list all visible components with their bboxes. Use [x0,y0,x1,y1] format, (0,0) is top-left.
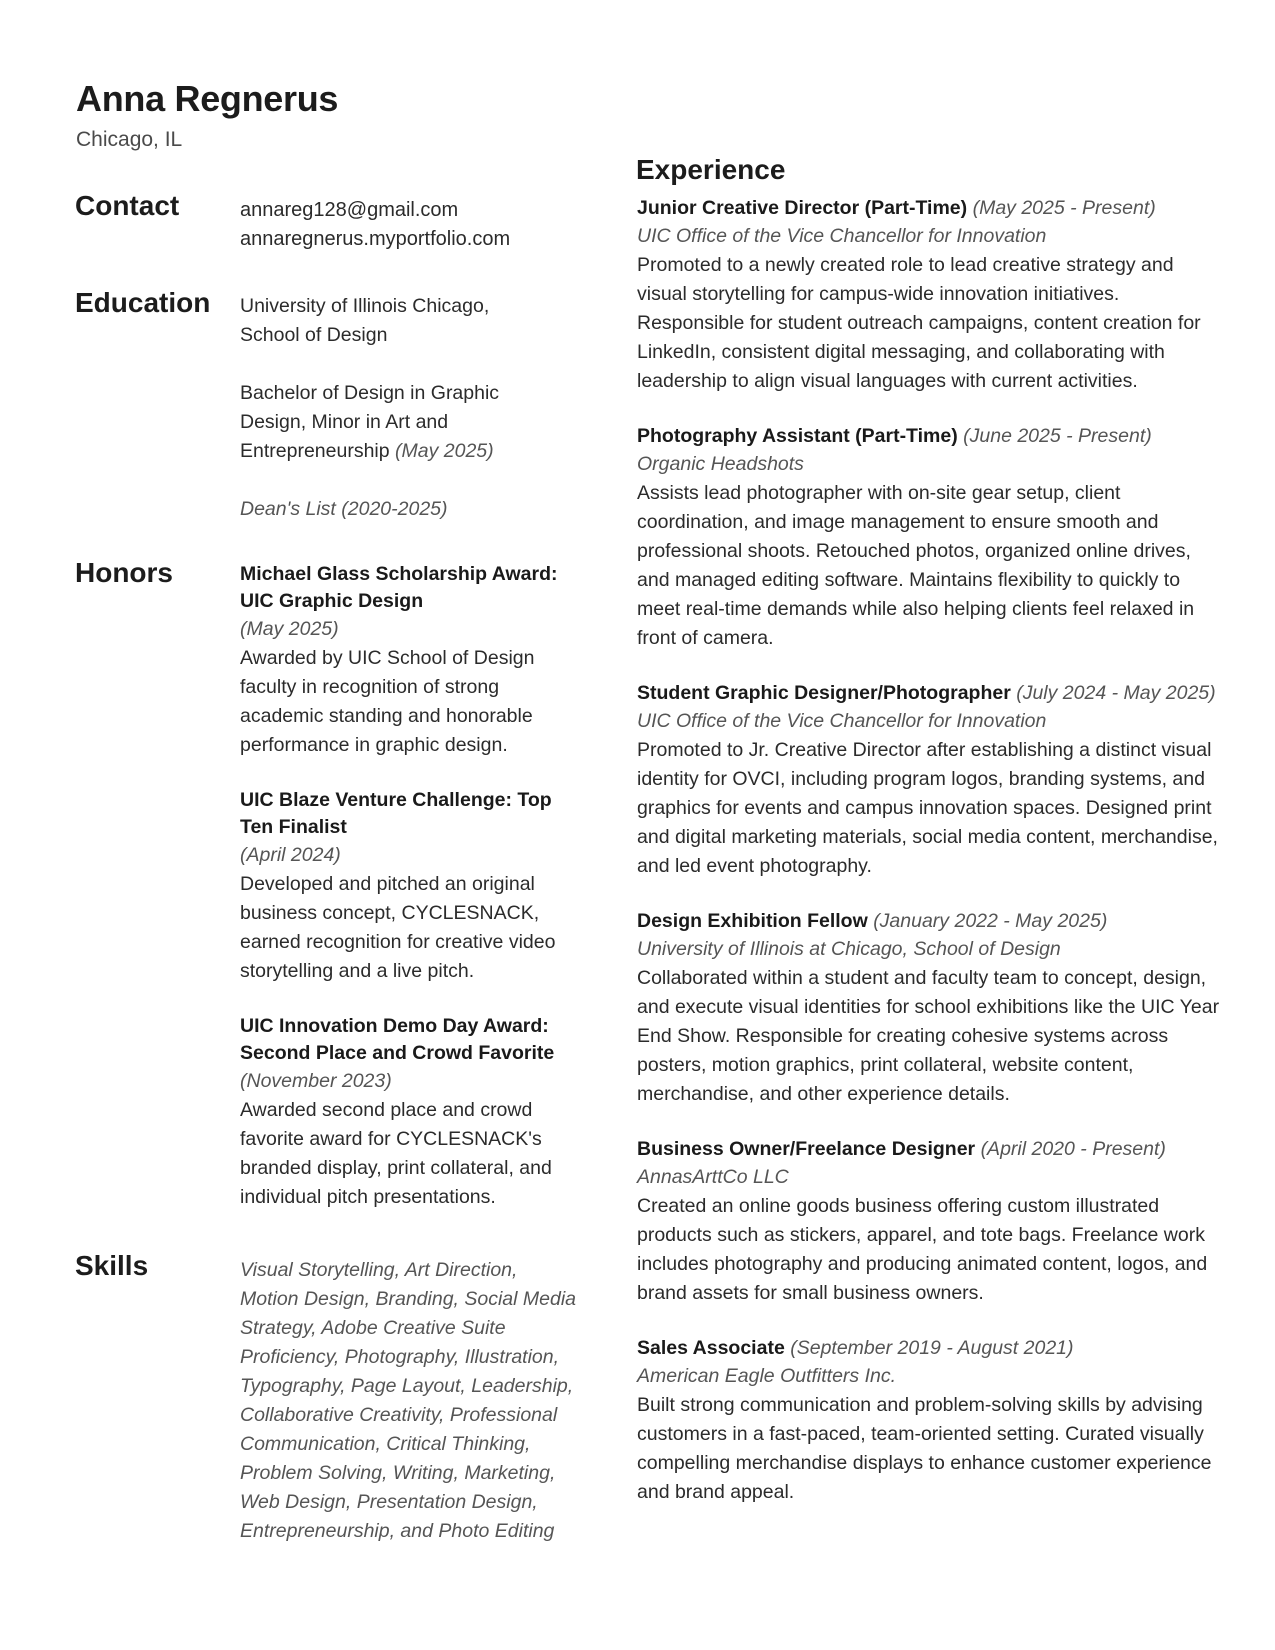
honor-title: UIC Blaze Venture Challenge: Top Ten Finalist [240,789,552,838]
job-date: (January 2022 - May 2025) [873,910,1108,932]
job-date: (June 2025 - Present) [963,425,1152,447]
experience-item [637,1136,1227,1308]
skills-text: Visual Storytelling, Art Direction, Motion Design, Branding, Social Media Strategy, Adobe Creative Suite Proficiency, Photography, Illustration, Typography, Page Layout, Leadership, Collaborative Creativity, Professional Communication, Critical Thinking, Problem Solving, Writing, Marketing, Web Design, Presentation Design, Entrepreneurship, and Photo Editing [240,1259,577,1542]
honor-item [240,561,580,760]
job-desc: Promoted to Jr. Creative Director after establishing a distinct visual identity for OVCI, including program logos, branding systems, and graphics for events and campus innovation spaces. Designed print and digital marketing materials, social media content, merchandise, and led event photography. [637,739,1218,877]
contact-heading: Contact [75,190,180,221]
honor-item [240,787,580,986]
email-link[interactable]: annareg128@gmail.com [240,199,459,221]
job-desc: Created an online goods business offering custom illustrated products such as stickers, apparel, and tote bags. Freelance work includes photography and producing animated content, logos, and brand assets for small business owners. [637,1195,1208,1304]
job-title-line [637,1136,1227,1163]
honor-desc: Developed and pitched an original business concept, CYCLESNACK, earned recognition for creative video storytelling and a live pitch. [240,873,556,982]
honor-date: (April 2024) [240,844,341,866]
honor-date: (November 2023) [240,1070,392,1092]
job-desc: Collaborated within a student and faculty team to concept, design, and execute visual identities for school exhibitions like the UIC Year End Show. Responsible for creating cohesive systems across posters, motion graphics, print collateral, website content, merchandise, and other experience details. [637,967,1220,1105]
portfolio-link[interactable]: annaregnerus.myportfolio.com [240,228,511,250]
honor-title: Michael Glass Scholarship Award: UIC Graphic Design [240,563,558,612]
degree-text: Bachelor of Design in Graphic Design, Minor in Art and Entrepreneurship [240,382,500,462]
job-title: Sales Associate [637,1337,785,1359]
honor-desc: Awarded by UIC School of Design faculty in recognition of strong academic standing and honorable performance in graphic design. [240,647,535,756]
experience-item [637,195,1227,396]
honor-desc: Awarded second place and crowd favorite award for CYCLESNACK's branded display, print collateral, and individual pitch presentations. [240,1099,552,1208]
job-org: American Eagle Outfitters Inc. [637,1365,897,1387]
job-date: (May 2025 - Present) [972,197,1156,219]
job-desc: Assists lead photographer with on-site gear setup, client coordination, and image management to ensure smooth and professional shoots. Retouched photos, organized online drives, and managed editing software. Maintains flexibility to quickly to meet real-time demands while also helping clients feel relaxed in front of camera. [637,482,1195,649]
job-date: (July 2024 - May 2025) [1016,682,1216,704]
honors-heading: Honors [75,557,173,588]
education-heading: Education [75,287,211,318]
job-desc: Built strong communication and problem-solving skills by advising customers in a fast-paced, team-oriented setting. Curated visually compelling merchandise displays to enhance customer experience and brand appeal. [637,1394,1212,1503]
job-title: Photography Assistant (Part-Time) [637,425,958,447]
job-desc: Promoted to a newly created role to lead creative strategy and visual storytelling for campus-wide innovation initiatives. Responsible for student outreach campaigns, content creation for LinkedIn, consistent digital messaging, and collaborating with leadership to align visual languages with current activities. [637,254,1201,392]
job-org: University of Illinois at Chicago, School of Design [637,938,1061,960]
job-title-line [637,1335,1227,1362]
page-title: Anna Regnerus [76,78,339,119]
experience-heading: Experience [636,154,786,185]
experience-item [637,680,1227,881]
job-title-line [637,423,1227,450]
job-date: (September 2019 - August 2021) [790,1337,1074,1359]
job-title: Design Exhibition Fellow [637,910,868,932]
honor-date: (May 2025) [240,618,339,640]
job-title-line [637,908,1227,935]
experience-item [637,423,1227,653]
school-department: School of Design [240,324,388,346]
degree [240,379,510,466]
education-block [240,292,510,524]
experience-list [637,195,1227,1534]
job-org: UIC Office of the Vice Chancellor for Innovation [637,225,1047,247]
job-org: Organic Headshots [637,453,804,475]
job-date: (April 2020 - Present) [980,1138,1166,1160]
job-org: UIC Office of the Vice Chancellor for Innovation [637,710,1047,732]
job-org: AnnasArttCo LLC [637,1166,789,1188]
job-title-line [637,680,1227,707]
job-title-line [637,195,1227,222]
location: Chicago, IL [76,128,183,151]
experience-item [637,908,1227,1109]
degree-date: (May 2025) [395,440,494,462]
school-name: University of Illinois Chicago, [240,295,490,317]
skills-heading: Skills [75,1250,149,1281]
job-title: Business Owner/Freelance Designer [637,1138,976,1160]
experience-item [637,1335,1227,1507]
contact-block [240,196,510,254]
job-title: Junior Creative Director (Part-Time) [637,197,968,219]
honor-item [240,1013,580,1212]
job-title: Student Graphic Designer/Photographer [637,682,1011,704]
deans-list: Dean's List (2020-2025) [240,498,448,520]
honor-title: UIC Innovation Demo Day Award: Second Place and Crowd Favorite [240,1015,555,1064]
honors-list [240,561,580,1239]
